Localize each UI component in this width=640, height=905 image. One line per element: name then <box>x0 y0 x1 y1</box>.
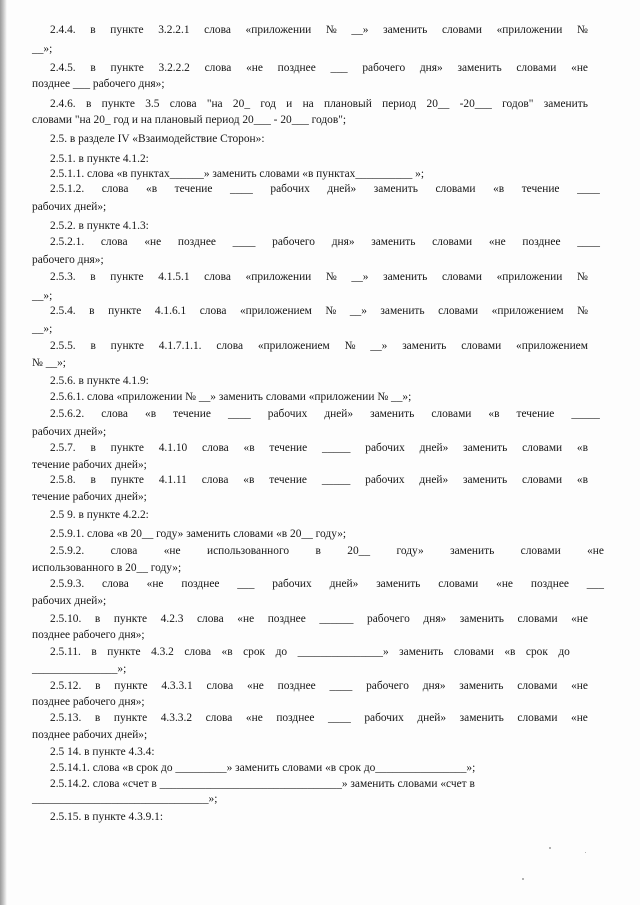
text-word: 2.4.4. <box>50 24 76 36</box>
text-word: пункте <box>110 24 144 36</box>
text-word: словами <box>520 545 561 557</box>
text-word: __»; <box>32 43 53 55</box>
text-word: в <box>85 98 92 110</box>
text-line <box>50 271 588 284</box>
text-line <box>32 629 145 642</box>
text-line <box>50 153 149 166</box>
text-word: пункте <box>108 305 142 317</box>
text-line <box>50 442 588 455</box>
text-word: __» <box>351 24 369 36</box>
text-word: 3.2.2.1 <box>158 24 190 36</box>
text-word: словами "на 20_ год и на плановый период 20___ - 20___ годов"; <box>32 114 347 126</box>
text-line <box>50 712 588 725</box>
text-word: позднее <box>277 680 316 692</box>
text-word: пункте <box>107 646 141 658</box>
text-word: -20___ <box>459 98 492 110</box>
text-line <box>32 459 147 472</box>
text-word: заменить <box>459 680 504 692</box>
text-word: словами <box>438 305 479 317</box>
text-word: в <box>90 474 96 486</box>
text-word: 2.5.2. в пункте 4.1.3: <box>50 220 149 232</box>
text-word: заменить <box>371 236 416 248</box>
text-word: № __»; <box>32 357 66 369</box>
text-word: словами <box>461 340 502 352</box>
text-word: 4.1.10 <box>158 442 188 454</box>
text-line <box>50 98 588 111</box>
text-word: ____ <box>327 712 351 724</box>
text-word: «не <box>246 62 263 74</box>
text-word: 2.5.1.1. слова «в пунктах______» заменить словами «в пунктах__________ »; <box>50 168 424 180</box>
text-word: 2.4.6. <box>50 98 76 110</box>
text-word: «приложением <box>516 340 588 352</box>
text-word: позднее рабочих дней»; <box>32 729 148 741</box>
text-word: заменить <box>370 408 415 420</box>
text-word: 4.1.5.1 <box>158 271 190 283</box>
text-word: 2.5.14.1. слова «в срок до _________» заменить словами «в срок до________________»; <box>50 762 476 774</box>
text-word: «в <box>504 646 516 658</box>
text-line <box>50 578 604 591</box>
text-word: __»; <box>32 323 53 335</box>
text-word: «в <box>146 183 158 195</box>
text-word: «не <box>496 578 513 590</box>
text-line <box>50 811 163 824</box>
text-word: заменить <box>399 646 444 658</box>
text-word: рабочего <box>272 236 315 248</box>
text-word: «в <box>243 474 255 486</box>
text-word: 2.5.7. <box>50 442 76 454</box>
text-word: ______ <box>319 613 354 625</box>
text-word: слова <box>201 474 229 486</box>
text-word: __» <box>349 305 367 317</box>
text-line <box>32 114 346 127</box>
text-word: течение рабочих дней»; <box>32 491 147 503</box>
text-word: до <box>275 646 288 658</box>
text-word: в <box>90 271 96 283</box>
scan-edge-shadow <box>0 0 7 905</box>
text-word: заменить <box>463 442 508 454</box>
text-word: __» <box>351 271 369 283</box>
text-word: «не <box>571 62 588 74</box>
text-line <box>50 62 588 75</box>
text-word: рабочего <box>366 680 409 692</box>
text-word: 4.1.11 <box>158 474 187 486</box>
text-word: 2.5 14. в пункте 4.3.4: <box>50 746 155 758</box>
text-line <box>32 729 147 742</box>
text-word: 2.5.14.2. слова «счет в ________________________________» заменить словами «счет в <box>50 778 475 790</box>
text-word: позднее <box>267 613 306 625</box>
text-line <box>50 236 600 249</box>
text-word: _____ <box>571 408 600 420</box>
text-word: «в <box>243 442 255 454</box>
text-word: _____ <box>321 474 351 486</box>
text-word: «не <box>163 545 181 557</box>
text-word: словами <box>431 408 472 420</box>
text-line <box>50 133 265 146</box>
text-word: в <box>95 680 101 692</box>
text-word: 2.5.11. <box>50 646 81 658</box>
text-word: "на <box>206 98 223 110</box>
text-word: «в <box>488 408 500 420</box>
text-word: слова <box>202 442 229 454</box>
scan-speck <box>522 878 524 880</box>
text-word: «приложением <box>491 305 564 317</box>
text-word: «приложении <box>245 271 312 283</box>
text-word: 2.5.13. <box>50 712 82 724</box>
text-line <box>50 680 588 693</box>
text-word: до <box>558 646 570 658</box>
text-word: 2.5.9.2. <box>50 545 85 557</box>
text-word: дней» <box>329 578 359 590</box>
text-word: дня» <box>331 236 355 248</box>
text-word: позднее <box>277 62 316 74</box>
text-word: слова <box>204 271 231 283</box>
text-word: «не <box>237 613 255 625</box>
text-word: словами <box>441 271 482 283</box>
text-line <box>32 793 217 806</box>
text-word: 2.5.1. в пункте 4.1.2: <box>50 153 149 165</box>
text-word: пункте <box>113 712 148 724</box>
text-word: 2.5 9. в пункте 4.2.2: <box>50 509 149 521</box>
text-word: позднее <box>530 578 569 590</box>
text-word: ____ <box>227 408 251 420</box>
text-word: дней» <box>419 474 449 486</box>
text-line <box>50 545 604 558</box>
text-word: в <box>89 305 95 317</box>
text-line <box>50 305 588 318</box>
text-word: № <box>576 24 588 36</box>
text-word: 20__ <box>426 98 450 110</box>
text-word: _______________»; <box>32 663 127 675</box>
text-word: пункте <box>110 442 144 454</box>
text-word: пункте <box>110 340 144 352</box>
text-word: слова <box>100 236 128 248</box>
text-word: заменить <box>402 340 447 352</box>
text-line <box>32 290 52 303</box>
text-word: заменить <box>373 183 418 195</box>
text-word: использованного в 20__ году»; <box>32 562 182 574</box>
text-word: заменить <box>459 613 504 625</box>
text-word: «в <box>576 442 588 454</box>
text-word: слова <box>205 712 233 724</box>
text-word: словами <box>517 680 558 692</box>
text-word: заменить <box>459 712 504 724</box>
text-word: словами <box>522 474 563 486</box>
text-word: рабочего дня»; <box>32 254 104 266</box>
text-word: словами <box>517 712 558 724</box>
text-line <box>50 762 475 775</box>
text-word: срок <box>525 646 548 658</box>
text-word: ____ <box>232 236 256 248</box>
text-word: заменить <box>463 474 508 486</box>
text-word: словами <box>435 183 476 195</box>
text-word: 4.3.3.2 <box>160 712 193 724</box>
text-word: в <box>90 62 96 74</box>
text-line <box>32 43 52 56</box>
text-word: ____ <box>577 183 600 195</box>
text-word: 4.1.7.1.1. <box>158 340 202 352</box>
text-word: слова <box>101 408 128 420</box>
text-line <box>50 528 346 541</box>
text-word: пункте <box>110 271 144 283</box>
text-word: срок <box>243 646 266 658</box>
scan-speck <box>549 847 551 849</box>
text-line <box>50 408 600 421</box>
text-word: 2.5.5. <box>50 340 76 352</box>
text-word: течение <box>516 408 555 420</box>
text-word: позднее рабочего дня»; <box>32 629 145 641</box>
text-word: слова <box>197 613 224 625</box>
text-word: году» <box>396 545 424 557</box>
text-word: № <box>577 305 588 317</box>
text-word: слова <box>102 578 129 590</box>
text-word: ___ <box>586 578 604 590</box>
text-line <box>32 357 66 370</box>
text-word: словами <box>453 646 494 658</box>
text-word: «в <box>576 474 588 486</box>
text-word: течение <box>174 183 213 195</box>
text-word: ___ <box>330 62 348 74</box>
text-word: рабочих <box>365 474 405 486</box>
text-word: словами <box>517 613 558 625</box>
text-word: течение рабочих дней»; <box>32 459 147 471</box>
text-line <box>50 509 149 522</box>
text-word: пункте <box>110 474 144 486</box>
text-word: заменить <box>543 98 588 110</box>
text-word: дня» <box>419 62 443 74</box>
text-word: рабочих <box>267 408 308 420</box>
text-line <box>50 646 570 659</box>
text-word: рабочих <box>270 183 310 195</box>
text-word: течение <box>521 183 560 195</box>
text-word: 20_ <box>232 98 251 110</box>
text-word: «в <box>493 183 505 195</box>
text-word: «приложением <box>239 305 312 317</box>
text-line <box>32 491 147 504</box>
text-word: позднее <box>276 712 315 724</box>
text-word: рабочего <box>367 613 410 625</box>
text-word: слова <box>204 24 231 36</box>
text-word: позднее <box>177 236 216 248</box>
text-word: 4.3.3.1 <box>161 680 193 692</box>
text-word: № <box>325 24 337 36</box>
text-word: _______________» <box>297 646 389 658</box>
text-word: 4.2.3 <box>160 613 184 625</box>
text-word: пункте <box>110 62 144 74</box>
text-word: дней» <box>419 442 449 454</box>
text-word: в <box>94 613 101 625</box>
text-word: словами <box>516 62 557 74</box>
text-word: дней» <box>417 712 447 724</box>
text-word: «не <box>245 712 263 724</box>
text-word: в <box>94 712 101 724</box>
text-word: 2.5.6.2. <box>50 408 85 420</box>
text-word: 2.5.2.1. <box>50 236 85 248</box>
text-line <box>32 663 126 676</box>
text-word: слова <box>110 545 138 557</box>
text-word: заменить <box>383 24 428 36</box>
text-line <box>50 24 588 37</box>
text-word: № <box>325 305 337 317</box>
text-word: 2.4.5. <box>50 62 76 74</box>
text-word: «не <box>587 545 604 557</box>
text-word: дня» <box>423 613 447 625</box>
text-word: 2.5.1.2. <box>50 183 85 195</box>
text-word: рабочих дней»; <box>32 426 107 438</box>
text-word: пункте <box>113 613 148 625</box>
text-word: годов" <box>502 98 534 110</box>
text-word: 2.5.4. <box>50 305 76 317</box>
text-word: ____ <box>577 236 600 248</box>
text-word: _____ <box>322 442 351 454</box>
text-word: течение <box>269 442 308 454</box>
text-line <box>50 391 411 404</box>
text-word: период <box>382 98 417 110</box>
text-word: в <box>90 340 96 352</box>
text-word: пункте <box>114 680 148 692</box>
text-word: заменить <box>383 271 428 283</box>
text-word: № <box>576 271 588 283</box>
text-word: течение <box>269 474 307 486</box>
text-word: и <box>286 98 293 110</box>
text-word: «не <box>488 236 506 248</box>
text-word: заменить <box>450 545 495 557</box>
text-line <box>32 696 145 709</box>
text-word: слова <box>206 680 234 692</box>
text-word: ____ <box>329 680 353 692</box>
text-word: рабочего <box>362 62 406 74</box>
text-word: 4.1.6.1 <box>154 305 187 317</box>
text-word: «не <box>144 236 162 248</box>
text-word: __»; <box>32 290 53 302</box>
text-word: _______________________________»; <box>32 793 218 805</box>
text-line <box>32 562 181 575</box>
text-word: слова <box>204 62 232 74</box>
text-word: «приложении <box>245 24 312 36</box>
text-word: «не <box>571 712 588 724</box>
text-word: словами <box>441 24 482 36</box>
text-line <box>50 340 588 353</box>
text-word: «в <box>221 646 233 658</box>
text-word: заменить <box>380 305 425 317</box>
text-word: 3.5 <box>145 98 160 110</box>
text-word: использованного <box>206 545 290 557</box>
text-word: __» <box>370 340 388 352</box>
text-word: «приложении <box>496 271 563 283</box>
text-word: рабочих <box>365 442 405 454</box>
text-word: 2.5. в разделе IV «Взаимодействие Сторон»: <box>50 133 265 145</box>
text-word: пункте <box>101 98 135 110</box>
text-line <box>32 201 106 214</box>
text-word: рабочих <box>272 578 312 590</box>
text-word: слова <box>199 305 227 317</box>
text-line <box>50 613 588 626</box>
text-word: «не <box>146 578 164 590</box>
text-word: дней» <box>327 183 357 195</box>
text-word: слова <box>169 98 197 110</box>
text-line <box>50 778 475 791</box>
text-word: в <box>91 646 97 658</box>
text-word: 2.5.3. <box>50 271 76 283</box>
text-line <box>32 254 104 267</box>
text-line <box>50 183 600 196</box>
scan-speck <box>585 852 586 853</box>
text-word: дня» <box>422 680 446 692</box>
text-word: течение <box>173 408 211 420</box>
text-word: «в <box>145 408 157 420</box>
text-word: 3.2.2.2 <box>158 62 190 74</box>
text-word: 2.5.15. в пункте 4.3.9.1: <box>50 811 164 823</box>
text-word: 2.5.10. <box>50 613 82 625</box>
text-word: 2.5.9.3. <box>50 578 85 590</box>
text-word: слова <box>216 340 244 352</box>
text-word: позднее <box>181 578 220 590</box>
text-word: рабочих дней»; <box>32 201 107 213</box>
text-word: 20__ <box>347 545 371 557</box>
text-word: № <box>344 340 356 352</box>
text-word: на <box>302 98 314 110</box>
text-word: рабочих дней»; <box>32 595 107 607</box>
text-line <box>32 78 165 91</box>
text-line <box>32 426 106 439</box>
text-word: 2.5.12. <box>50 680 82 692</box>
text-word: 2.5.6. в пункте 4.1.9: <box>50 375 149 387</box>
text-line <box>50 746 155 759</box>
text-word: год <box>260 98 276 110</box>
text-line <box>50 375 149 388</box>
text-word: заменить <box>457 62 502 74</box>
text-word: 4.3.2 <box>151 646 174 658</box>
text-line <box>32 595 106 608</box>
text-word: плановый <box>324 98 372 110</box>
text-word: 2.5.9.1. слова «в 20__ году» заменить словами «в 20__ году»; <box>50 528 347 540</box>
text-word: ____ <box>230 183 253 195</box>
text-line <box>50 220 149 233</box>
text-word: ___ <box>237 578 255 590</box>
text-word: «не <box>247 680 264 692</box>
text-word: № <box>325 271 337 283</box>
text-word: словами <box>432 236 473 248</box>
text-word: словами <box>522 442 563 454</box>
text-word: позднее <box>522 236 561 248</box>
text-word: в <box>315 545 321 557</box>
text-word: «не <box>571 613 588 625</box>
text-line <box>50 168 424 181</box>
text-line <box>32 323 52 336</box>
text-word: «приложении <box>496 24 563 36</box>
text-word: 2.5.8. <box>50 474 76 486</box>
text-word: слова <box>184 646 212 658</box>
text-word: 2.5.6.1. слова «приложении № __» заменить словами «приложении № __»; <box>50 391 412 403</box>
text-word: позднее рабочего дня»; <box>32 696 145 708</box>
text-word: позднее ___ рабочего дня»; <box>32 78 165 90</box>
text-word: заменить <box>376 578 421 590</box>
text-word: слова <box>101 183 129 195</box>
text-line <box>50 474 588 487</box>
text-word: «приложением <box>257 340 330 352</box>
text-word: в <box>90 442 96 454</box>
text-word: дней» <box>324 408 354 420</box>
text-word: «не <box>571 680 588 692</box>
text-word: рабочих <box>364 712 404 724</box>
text-word: в <box>90 24 96 36</box>
text-word: словами <box>438 578 479 590</box>
